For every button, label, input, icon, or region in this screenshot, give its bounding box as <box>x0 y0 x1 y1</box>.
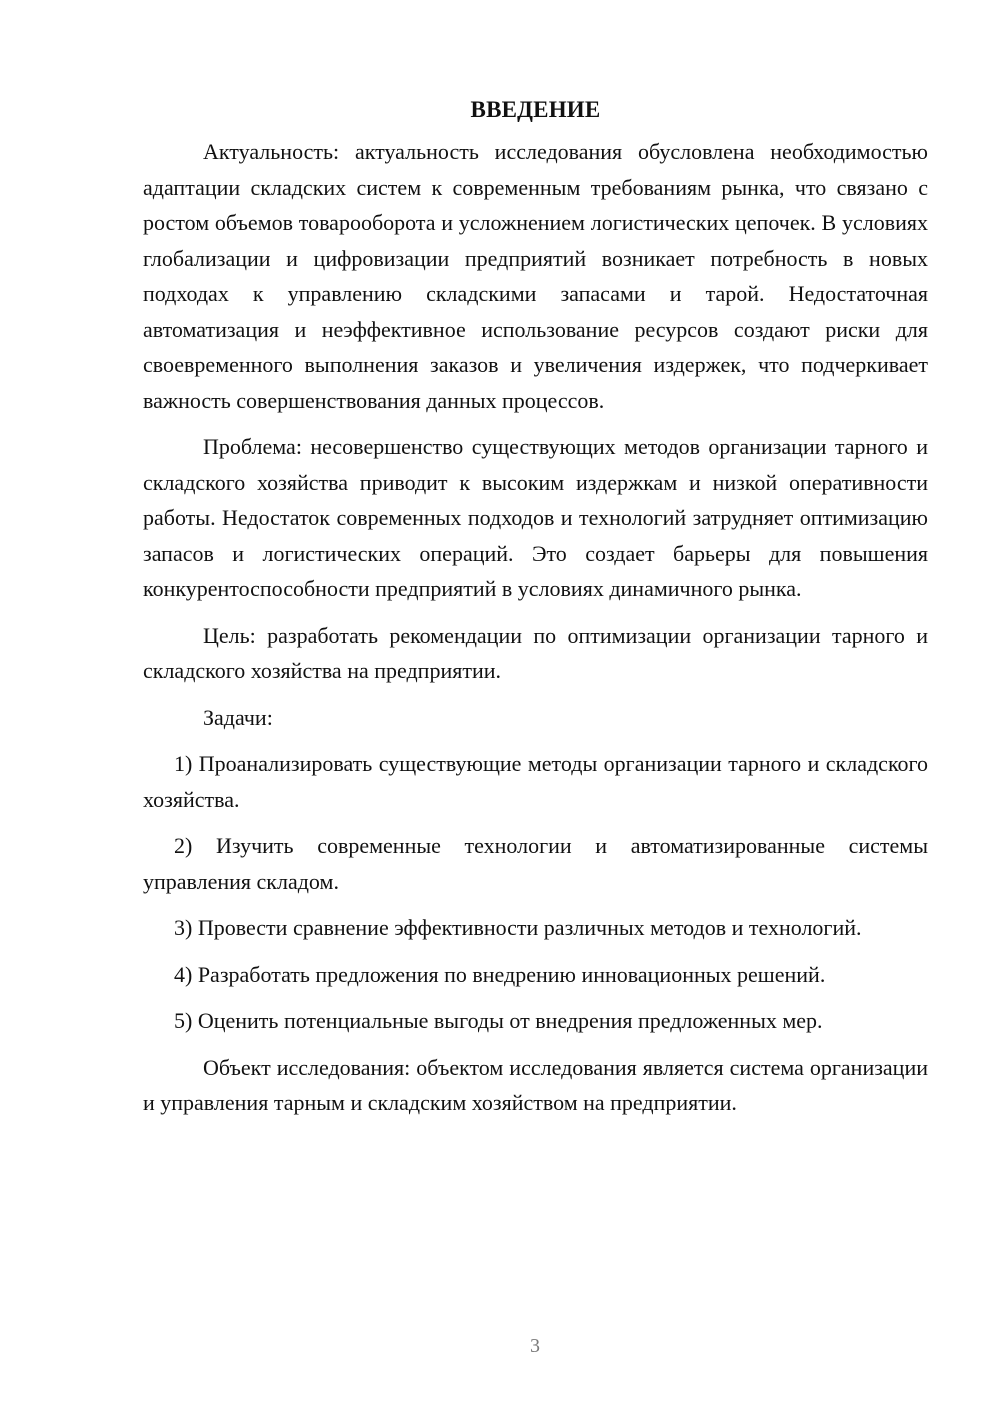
section-title: ВВЕДЕНИЕ <box>470 97 601 122</box>
tasks-heading: Задачи: <box>203 704 273 730</box>
page-number: 3 <box>530 1335 540 1357</box>
problem-paragraph: Проблема: несовершенство существующих методов организации тарного и складского хозяйства приводит к высоким издержкам и низкой оперативности работы. Недостаток современных подходов и технологий затрудняет оптимизацию запасов и логистических операций. Это создает барьеры для повышения конкурентоспособности предприятий в условиях динамичного рынка. <box>143 434 928 601</box>
goal-paragraph: Цель: разработать рекомендации по оптимизации организации тарного и складского хозяйства на предприятии. <box>143 622 928 683</box>
task-item-2: 2) Изучить современные технологии и автоматизированные системы управления складом. <box>143 833 928 894</box>
relevance-paragraph: Актуальность: актуальность исследования обусловлена необходимостью адаптации складских систем к современным требованиям рынка, что связано с ростом объемов товарооборота и усложнением логистических цепочек. В условиях глобализации и цифровизации предприятий возникает потребность в новых подходах к управлению складскими запасами и тарой. Недостаточная автоматизация и неэффективное использование ресурсов создают риски для своевременного выполнения заказов и увеличения издержек, что подчеркивает важность совершенствования данных процессов. <box>143 139 928 413</box>
object-paragraph: Объект исследования: объектом исследования является система организации и управления тарным и складским хозяйством на предприятии. <box>143 1054 928 1115</box>
task-item-1: 1) Проанализировать существующие методы организации тарного и складского хозяйства. <box>143 751 928 812</box>
page-content <box>143 92 928 1121</box>
task-item-5: 5) Оценить потенциальные выгоды от внедрения предложенных мер. <box>174 1008 823 1033</box>
task-item-4: 4) Разработать предложения по внедрению инновационных решений. <box>174 961 826 987</box>
task-item-3: 3) Провести сравнение эффективности различных методов и технологий. <box>174 915 862 940</box>
